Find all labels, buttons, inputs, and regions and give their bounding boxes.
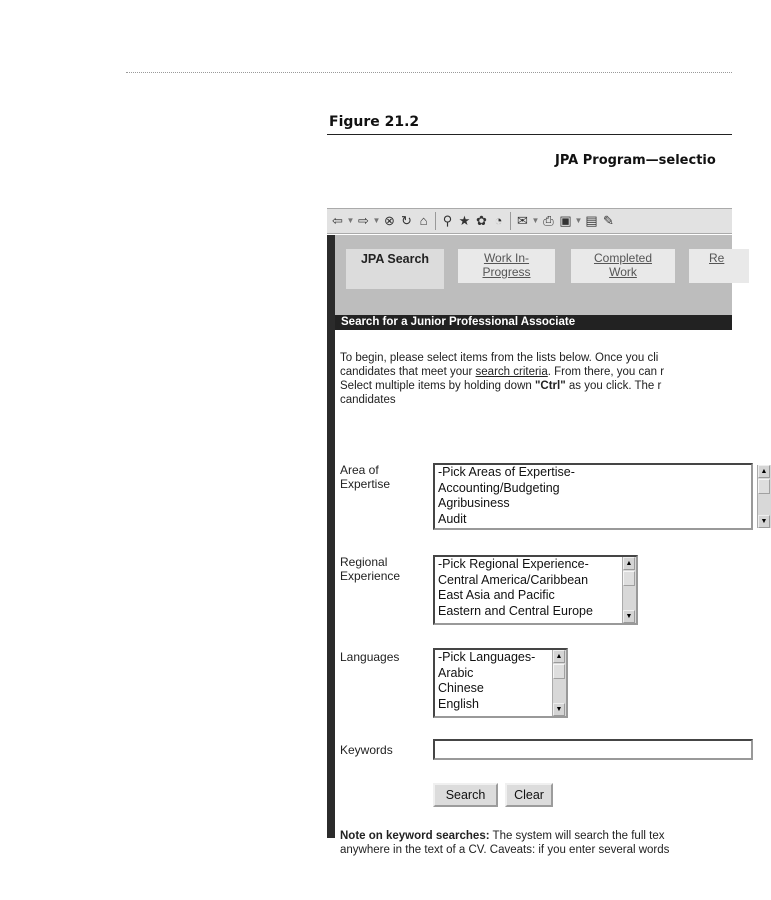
list-option[interactable]: East Asia and Pacific xyxy=(438,588,555,602)
forward-dropdown-icon[interactable]: ▼ xyxy=(372,216,381,225)
keyword-note xyxy=(340,829,669,857)
figure-label: Figure 21.2 xyxy=(329,114,420,130)
expertise-listbox[interactable] xyxy=(433,463,768,530)
word-icon[interactable]: ▣ xyxy=(559,213,572,228)
tab-re[interactable] xyxy=(689,249,749,283)
list-option[interactable]: Chinese xyxy=(438,681,484,695)
forward-icon[interactable]: ⇨ xyxy=(358,213,369,228)
label-line2: Expertise xyxy=(340,477,391,491)
refresh-icon[interactable]: ↻ xyxy=(401,213,412,228)
note-text: The system will search the full tex xyxy=(489,830,665,842)
regional-label xyxy=(340,555,400,583)
list-option[interactable]: Audit xyxy=(438,511,467,526)
figure-rule xyxy=(327,134,732,135)
intro-line xyxy=(340,379,760,393)
scroll-thumb[interactable] xyxy=(553,664,565,679)
tab-label-line2: Work xyxy=(609,265,637,279)
search-button[interactable]: Search xyxy=(433,783,498,807)
figure-title: JPA Program—selectio xyxy=(555,153,716,168)
stop-icon[interactable]: ⊗ xyxy=(384,213,395,228)
tab-work-in-progress[interactable] xyxy=(458,249,555,283)
scroll-thumb[interactable] xyxy=(758,479,770,494)
scroll-up-icon[interactable]: ▲ xyxy=(758,465,770,478)
scrollbar[interactable] xyxy=(757,465,771,528)
list-option[interactable]: -Pick Areas of Expertise- xyxy=(438,465,575,479)
list-option[interactable]: Agribusiness xyxy=(438,496,510,510)
languages-listbox[interactable] xyxy=(433,648,568,718)
tab-label-line1: Work In- xyxy=(483,251,530,265)
list-option[interactable]: English xyxy=(438,696,479,711)
favorites-icon[interactable]: ★ xyxy=(458,213,471,228)
search-icon[interactable]: ⚲ xyxy=(442,213,453,228)
discuss-icon[interactable]: ✎ xyxy=(603,213,614,228)
list-option[interactable]: Accounting/Budgeting xyxy=(438,480,560,495)
back-icon[interactable]: ⇦ xyxy=(332,213,343,228)
page-content xyxy=(335,235,768,856)
note-line xyxy=(340,829,669,843)
section-title: Search for a Junior Professional Associate xyxy=(335,315,732,330)
keywords-label: Keywords xyxy=(340,743,393,757)
scroll-up-icon[interactable]: ▲ xyxy=(553,650,565,663)
note-heading: Note on keyword searches: xyxy=(340,830,490,842)
languages-label: Languages xyxy=(340,650,400,664)
tab-label: Re xyxy=(709,251,725,265)
clear-button[interactable]: Clear xyxy=(505,783,553,807)
scroll-down-icon[interactable]: ▼ xyxy=(758,515,770,528)
intro-text-fragment: Select multiple items by holding down xyxy=(340,380,535,392)
dotted-rule xyxy=(126,72,732,73)
word-dropdown-icon[interactable]: ▼ xyxy=(574,216,583,225)
browser-screenshot xyxy=(327,208,768,856)
browser-toolbar xyxy=(327,208,732,234)
expertise-label xyxy=(340,463,390,491)
list-option[interactable]: -Pick Languages- xyxy=(438,650,536,664)
scrollbar[interactable] xyxy=(552,650,566,716)
regional-listbox[interactable] xyxy=(433,555,638,625)
history-icon[interactable]: ◔ xyxy=(494,213,503,228)
edit-icon[interactable]: ▤ xyxy=(585,213,598,228)
scroll-up-icon[interactable]: ▲ xyxy=(623,557,635,570)
back-dropdown-icon[interactable]: ▼ xyxy=(346,216,355,225)
page-left-border xyxy=(327,235,335,838)
tab-completed-work[interactable] xyxy=(571,249,675,283)
mail-icon[interactable]: ✉ xyxy=(517,213,528,228)
list-option[interactable]: Eastern and Central Europe xyxy=(438,603,593,618)
intro-text-fragment: as you click. The r xyxy=(565,380,662,392)
media-icon[interactable]: ✿ xyxy=(476,213,487,228)
scrollbar[interactable] xyxy=(622,557,636,623)
ctrl-key-text: "Ctrl" xyxy=(534,380,566,392)
intro-text xyxy=(340,351,760,407)
scroll-down-icon[interactable]: ▼ xyxy=(623,610,635,623)
intro-line: candidates xyxy=(340,394,396,406)
tab-jpa-search[interactable] xyxy=(346,249,444,289)
intro-line: To begin, please select items from the lists below. Once you cli xyxy=(340,352,659,364)
tab-band xyxy=(335,235,732,315)
toolbar-separator xyxy=(435,212,436,230)
intro-text-fragment: . From there, you can r xyxy=(547,366,665,378)
list-option[interactable]: -Pick Regional Experience- xyxy=(438,557,589,571)
scroll-thumb[interactable] xyxy=(623,571,635,586)
keywords-input[interactable] xyxy=(433,739,753,760)
intro-text-fragment: candidates that meet your xyxy=(340,366,476,378)
search-criteria-link[interactable]: search criteria xyxy=(475,366,548,378)
toolbar-separator xyxy=(510,212,511,230)
mail-dropdown-icon[interactable]: ▼ xyxy=(531,216,540,225)
home-icon[interactable]: ⌂ xyxy=(419,213,428,228)
scroll-down-icon[interactable]: ▼ xyxy=(553,703,565,716)
tab-label-line2: Progress xyxy=(482,265,531,279)
tab-label-line1: Completed xyxy=(593,251,653,265)
note-line: anywhere in the text of a CV. Caveats: if you enter several words xyxy=(340,844,670,856)
tab-label: JPA Search xyxy=(360,252,430,266)
intro-line xyxy=(340,365,760,379)
list-option[interactable]: Central America/Caribbean xyxy=(438,572,589,587)
label-line1: Regional xyxy=(340,555,388,569)
list-option[interactable]: Arabic xyxy=(438,665,474,680)
print-icon[interactable]: ⎙ xyxy=(543,213,554,228)
label-line2: Experience xyxy=(340,569,401,583)
label-line1: Area of xyxy=(340,463,379,477)
